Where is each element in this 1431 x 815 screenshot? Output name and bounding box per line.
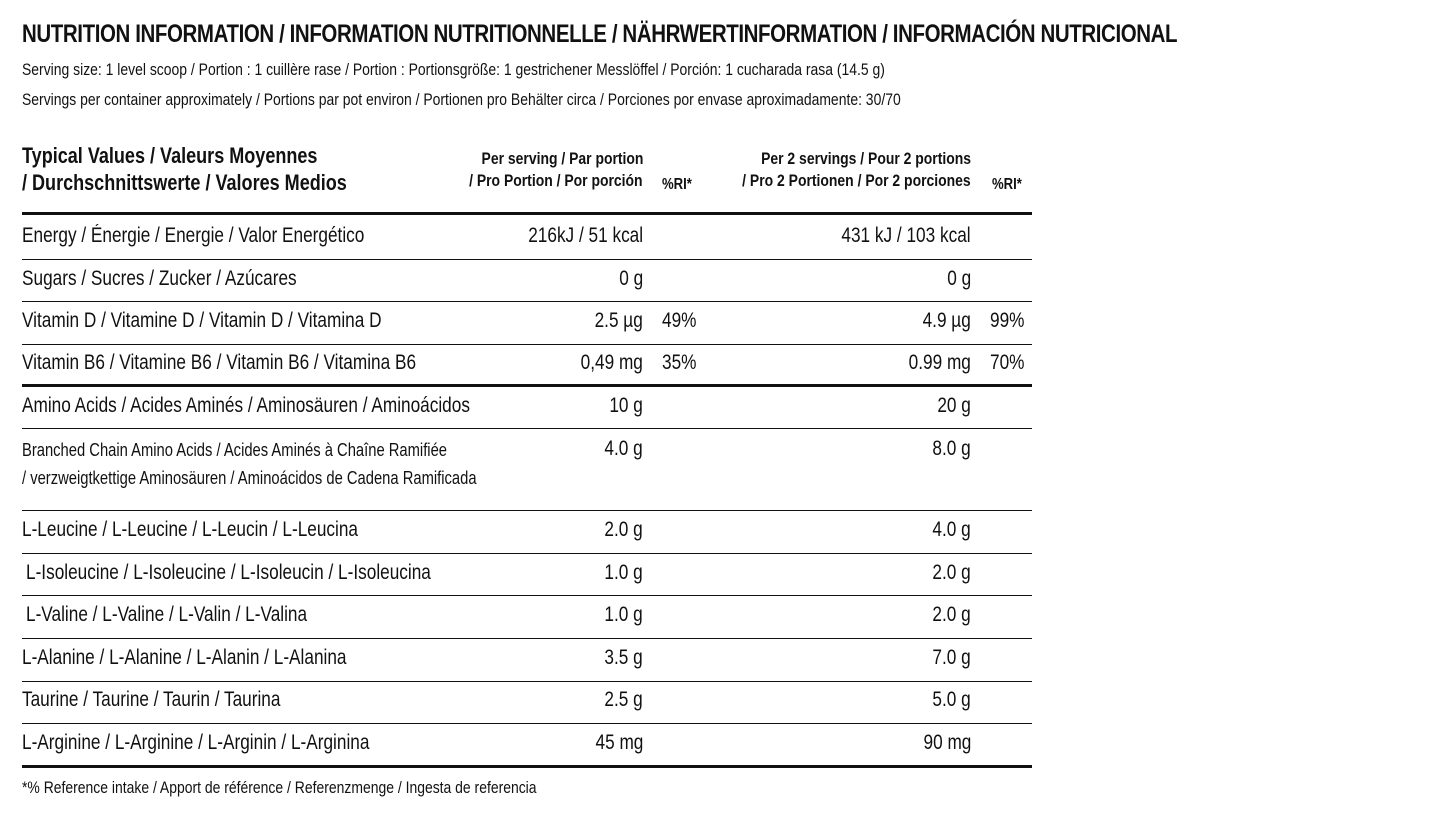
page-title: NUTRITION INFORMATION / INFORMATION NUTRITIONNELLE / NÄHRWERTINFORMATION / INFORMACIÓN NUTRICIONAL: [22, 20, 1178, 48]
header-per-2-servings: Per 2 servings / Pour 2 portions / Pro 2 Portionen / Por 2 porciones: [742, 149, 971, 191]
divider: [22, 723, 1032, 724]
divider-thick: [22, 765, 1032, 768]
header-per-serving: Per serving / Par portion / Pro Portion / Por porción: [469, 149, 643, 191]
divider: [22, 681, 1032, 682]
header-ri-1: %RI*: [662, 176, 692, 193]
servings-per-container-text: Servings per container approximately / Portions par pot environ / Portionen pro Behälter circa / Porciones por envase aproximadamente: 30/70: [22, 90, 901, 109]
divider: [22, 301, 1032, 302]
divider-thick: [22, 212, 1032, 215]
divider: [22, 595, 1032, 596]
serving-size-text: Serving size: 1 level scoop / Portion : 1 cuillère rase / Portion : Portionsgröße: 1 gestrichener Messlöffel / Porción: 1 cucharada rasa (14.5 g): [22, 60, 885, 79]
divider: [22, 638, 1032, 639]
footnote: *% Reference intake / Apport de référence / Referenzmenge / Ingesta de referencia: [22, 778, 537, 797]
divider: [22, 428, 1032, 429]
header-typical-values: Typical Values / Valeurs Moyennes / Durchschnittswerte / Valores Medios: [22, 143, 347, 195]
divider: [22, 553, 1032, 554]
header-ri-2: %RI*: [992, 176, 1022, 193]
divider: [22, 344, 1032, 345]
divider: [22, 259, 1032, 260]
divider: [22, 510, 1032, 511]
divider-thick: [22, 384, 1032, 387]
